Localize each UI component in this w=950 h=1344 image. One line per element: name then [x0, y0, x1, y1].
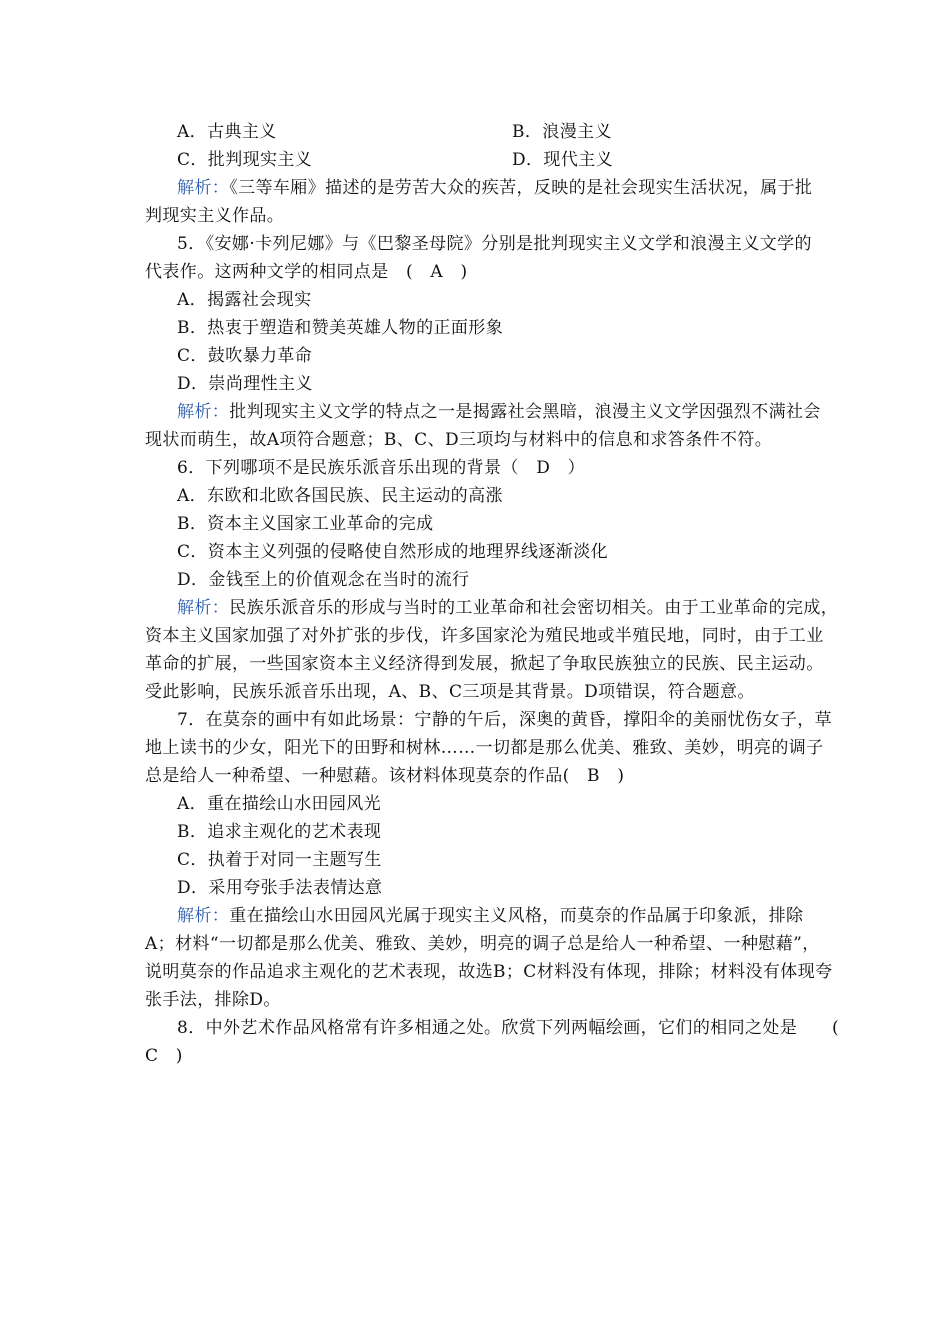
q5-stem-line-2: 代表作。这两种文学的相同点是 ( A ) — [145, 262, 468, 282]
analysis-label: 解析： — [177, 178, 230, 198]
q7-option-d: D．采用夸张手法表情达意 — [177, 878, 383, 898]
q7-option-b: B．追求主观化的艺术表现 — [177, 822, 382, 842]
q5-analysis-line-1: 解析：批判现实主义文学的特点之一是揭露社会黑暗，浪漫主义文学因强烈不满社会 — [177, 402, 821, 422]
q8-stem-line-1: 8．中外艺术作品风格常有许多相通之处。欣赏下列两幅绘画，它们的相同之处是 ( — [177, 1018, 840, 1038]
q7-analysis-line-4: 张手法，排除D。 — [145, 990, 281, 1010]
q4-option-d: D．现代主义 — [512, 150, 614, 170]
analysis-label: 解析： — [177, 598, 230, 618]
q4-analysis-line-2: 判现实主义作品。 — [145, 206, 285, 226]
q6-option-b: B．资本主义国家工业革命的完成 — [177, 514, 434, 534]
q6-option-a: A．东欧和北欧各国民族、民主运动的高涨 — [177, 486, 503, 506]
q6-option-d: D．金钱至上的价值观念在当时的流行 — [177, 570, 470, 590]
q4-option-c: C．批判现实主义 — [177, 150, 313, 170]
q7-stem-line-2: 地上读书的少女，阳光下的田野和树林……一切都是那么优美、雅致、美妙，明亮的调子 — [145, 738, 824, 758]
q4-option-b: B．浪漫主义 — [512, 122, 612, 142]
q7-option-a: A．重在描绘山水田园风光 — [177, 794, 382, 814]
analysis-label: 解析： — [177, 906, 230, 926]
q4-analysis-line-1: 解析：《三等车厢》描述的是劳苦大众的疾苦，反映的是社会现实生活状况，属于批 — [177, 178, 813, 198]
q6-option-c: C．资本主义列强的侵略使自然形成的地理界线逐渐淡化 — [177, 542, 609, 562]
q5-option-d: D．崇尚理性主义 — [177, 374, 313, 394]
q7-analysis-line-3: 说明莫奈的作品追求主观化的艺术表现，故选B；C材料没有体现，排除；材料没有体现夸 — [145, 962, 833, 982]
q7-stem-line-1: 7．在莫奈的画中有如此场景：宁静的午后，深奥的黄昏，撑阳伞的美丽忧伤女子，草 — [177, 710, 833, 730]
q5-option-a: A．揭露社会现实 — [177, 290, 312, 310]
q5-option-b: B．热衷于塑造和赞美英雄人物的正面形象 — [177, 318, 504, 338]
q7-analysis-line-2: A；材料“一切都是那么优美、雅致、美妙，明亮的调子总是给人一种希望、一种慰藉”， — [145, 934, 820, 954]
q7-stem-line-3: 总是给人一种希望、一种慰藉。该材料体现莫奈的作品( B ) — [145, 766, 625, 786]
q8-stem-line-2: C ) — [145, 1046, 183, 1066]
q6-stem: 6．下列哪项不是民族乐派音乐出现的背景（ D ） — [177, 458, 586, 478]
q4-option-a: A．古典主义 — [177, 122, 277, 142]
q6-analysis-line-1: 解析：民族乐派音乐的形成与当时的工业革命和社会密切相关。由于工业革命的完成， — [177, 598, 839, 618]
q7-analysis-line-1: 解析：重在描绘山水田园风光属于现实主义风格，而莫奈的作品属于印象派，排除 — [177, 906, 804, 926]
q5-stem-line-1: 5．《安娜·卡列尼娜》与《巴黎圣母院》分别是批判现实主义文学和浪漫主义文学的 — [177, 234, 812, 254]
q6-analysis-line-2: 资本主义国家加强了对外扩张的步伐，许多国家沦为殖民地或半殖民地，同时，由于工业 — [145, 626, 824, 646]
q7-option-c: C．执着于对同一主题写生 — [177, 850, 382, 870]
q5-option-c: C．鼓吹暴力革命 — [177, 346, 313, 366]
analysis-label: 解析： — [177, 402, 230, 422]
q6-analysis-line-4: 受此影响，民族乐派音乐出现，A、B、C三项是其背景。D项错误，符合题意。 — [145, 682, 755, 702]
q6-analysis-line-3: 革命的扩展，一些国家资本主义经济得到发展，掀起了争取民族独立的民族、民主运动。 — [145, 654, 824, 674]
q5-analysis-line-2: 现状而萌生，故A项符合题意；B、C、D三项均与材料中的信息和求答条件不符。 — [145, 430, 773, 450]
